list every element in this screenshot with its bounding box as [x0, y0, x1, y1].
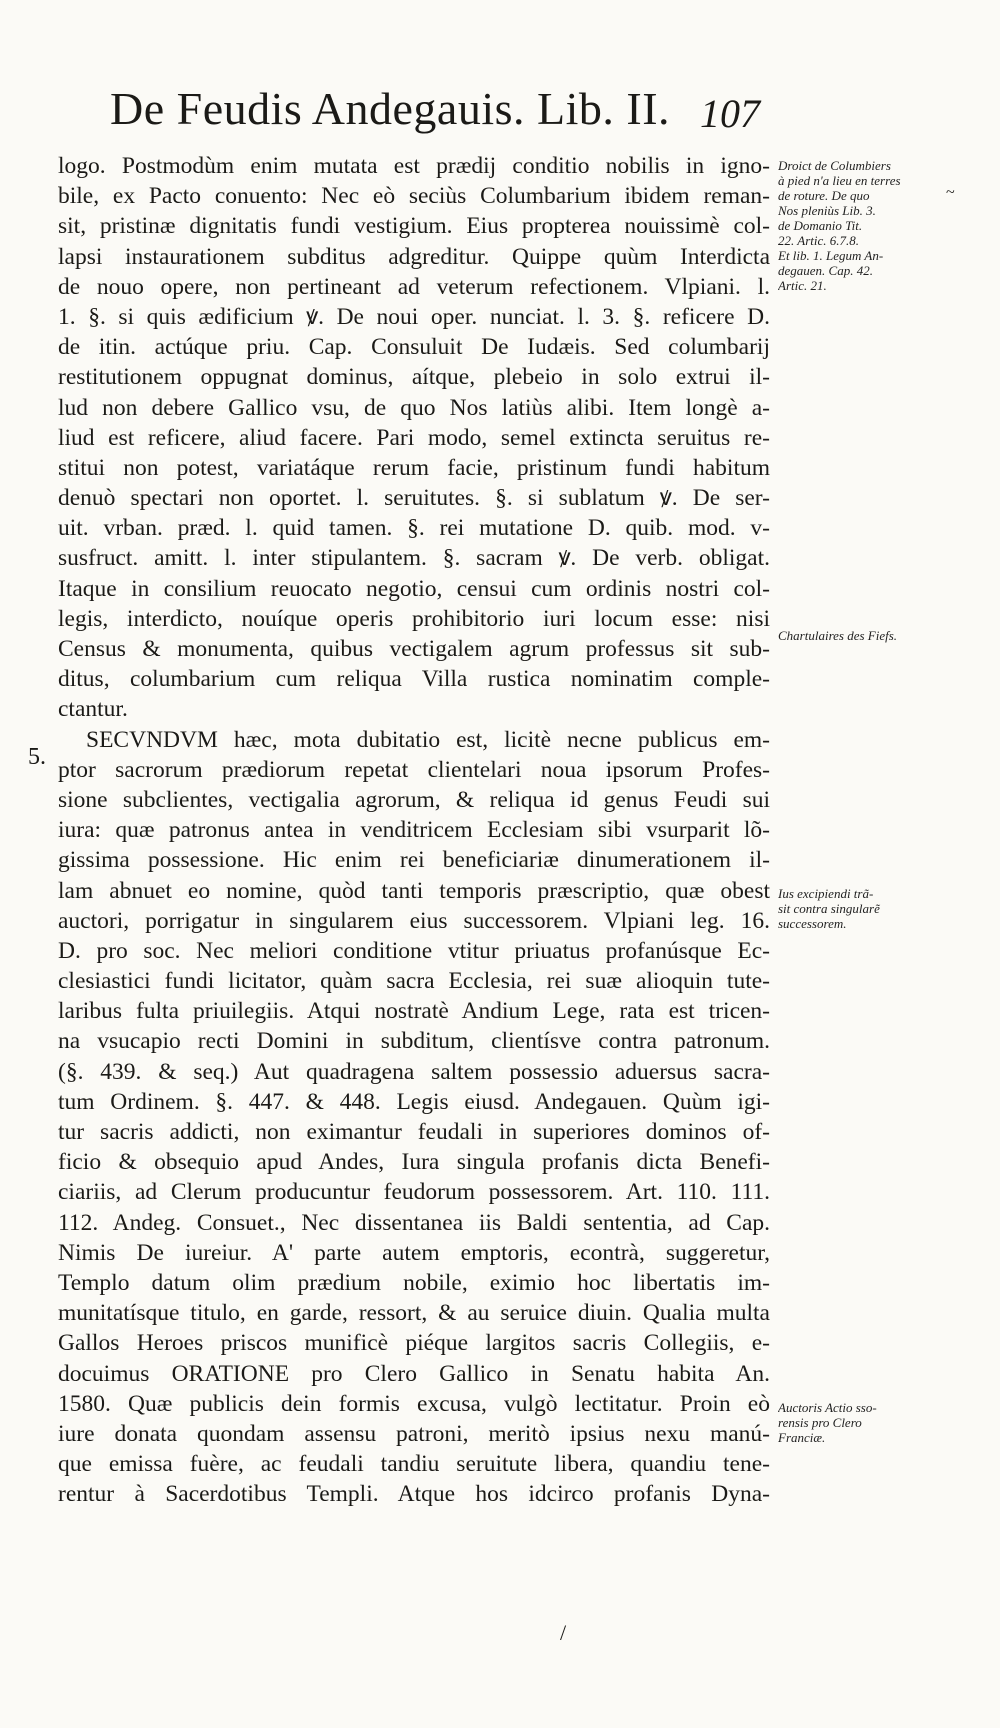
text-line: liud est reficere, aliud facere. Pari modo, semel extincta seruitus re-: [58, 424, 770, 451]
text-line: sione subclientes, vectigalia agrorum, & reliqua id genus Feudi sui: [58, 786, 770, 813]
text-line: denuò spectari non oportet. l. seruitutes. §. si sublatum ꝟ. De ser-: [58, 485, 770, 512]
text-line: 1. §. si quis ædificium ꝟ. De noui oper. nunciat. l. 3. §. reficere D.: [58, 303, 770, 330]
margin-note-chartulaires: [778, 628, 938, 643]
text-line: iura: quæ patronus antea in venditricem Ecclesiam sibi vsurparit lõ-: [58, 817, 770, 844]
text-line: 1580. Quæ publicis dein formis excusa, vulgò lectitatur. Proin eò: [58, 1390, 770, 1417]
margin-note-line: degauen. Cap. 42.: [778, 263, 873, 278]
text-line: ctantur.: [58, 696, 128, 723]
page-number: 107: [700, 91, 760, 136]
margin-note-auctoris-actio: [778, 1400, 938, 1445]
text-line: auctori, porrigatur in singularem eius successorem. Vlpiani leg. 16.: [58, 907, 770, 934]
text-line: na vsucapio recti Domini in subditum, clientísve contra patronum.: [58, 1028, 770, 1055]
text-line: de nouo opere, non pertineant ad veterum refectionem. Vlpiani. l.: [58, 273, 770, 300]
text-line: munitatísque titulo, en garde, ressort, & au seruice diuin. Qualia multa: [58, 1300, 770, 1327]
text-line: D. pro soc. Nec meliori conditione vtitur priuatus profanúsque Ec-: [58, 937, 770, 964]
text-line: stitui non potest, variatáque rerum facie, pristinum fundi habitum: [58, 454, 770, 481]
text-line: Gallos Heroes priscos munificè piéque largitos sacris Collegiis, e-: [58, 1330, 770, 1357]
margin-note-line: Auctoris Actio sso-: [778, 1400, 877, 1415]
text-line: gissima possessione. Hic enim rei beneficiariæ dinumerationem il-: [58, 847, 770, 874]
margin-note-line: Et lib. 1. Legum An-: [778, 248, 884, 263]
text-line: lapsi instaurationem subditus adgreditur. Quippe quùm Interdicta: [58, 243, 770, 270]
text-line: susfruct. amitt. l. inter stipulantem. §. sacram ꝟ. De verb. obligat.: [58, 545, 770, 572]
text-line: iure donata quondam assensu patroni, meritò ipsius nexu manú-: [58, 1420, 770, 1447]
text-line: que emissa fuère, ac feudali tandiu seruitute libera, quandiu tene-: [58, 1451, 770, 1478]
margin-note-line: successorem.: [778, 916, 847, 931]
text-line: lud non debere Gallico vsu, de quo Nos latiùs alibi. Item longè a-: [58, 394, 770, 421]
text-line: tum Ordinem. §. 447. & 448. Legis eiusd. Andegauen. Quùm igi-: [58, 1088, 770, 1115]
stray-ink-mark: ~: [946, 184, 955, 201]
margin-note-line: à pied n'a lieu en terres: [778, 173, 901, 188]
margin-note-line: rensis pro Clero: [778, 1415, 862, 1430]
margin-note-line: Ius excipiendi trã-: [778, 886, 874, 901]
text-line: docuimus ORATIONE pro Clero Gallico in Senatu habita An.: [58, 1360, 770, 1387]
margin-note-line: de roture. De quo: [778, 188, 870, 203]
text-line: bile, ex Pacto conuento: Nec eò seciùs Columbarium ibidem reman-: [58, 183, 770, 210]
margin-note-ius-excipiendi: [778, 886, 938, 931]
text-line: ptor sacrorum prædiorum repetat clientelari noua ipsorum Profes-: [58, 756, 770, 783]
margin-note-line: Chartulaires des Fiefs.: [778, 628, 898, 643]
margin-note-columbiers: [778, 158, 938, 293]
margin-note-line: Franciæ.: [778, 1430, 826, 1445]
text-line: laribus fulta priuilegiis. Atqui nostratè Andium Lege, rata est tricen-: [58, 998, 770, 1025]
text-line: ditus, columbarium cum reliqua Villa rustica nominatim comple-: [58, 666, 770, 693]
margin-note-line: de Domanio Tit.: [778, 218, 863, 233]
text-line: logo. Postmodùm enim mutata est prædij conditio nobilis in igno-: [58, 153, 770, 179]
text-line: lam abnuet eo nomine, quòd tanti temporis præscriptio, quæ obest: [58, 877, 770, 904]
text-line: tur sacris addicti, non eximantur feudali in superiores dominos of-: [58, 1119, 770, 1145]
text-line: legis, interdicto, nouíque operis prohibitorio iuri locum esse: nisi: [58, 605, 770, 632]
text-line: ficio & obsequio apud Andes, Iura singula profanis dicta Benefi-: [58, 1149, 770, 1176]
text-line: rentur à Sacerdotibus Templi. Atque hos idcirco profanis Dyna-: [58, 1481, 770, 1508]
text-line: Census & monumenta, quibus vectigalem agrum professus sit sub-: [58, 636, 770, 662]
margin-note-line: Droict de Columbiers: [778, 158, 891, 173]
section-number: 5.: [28, 744, 46, 770]
body-text: [58, 151, 770, 1509]
text-line: Nimis De iureiur. A' parte autem emptoris, econtrà, suggeretur,: [58, 1239, 770, 1266]
margin-note-line: Nos pleniùs Lib. 3.: [778, 203, 876, 218]
text-line: de itin. actúque priu. Cap. Consuluit De Iudæis. Sed columbarij: [58, 334, 770, 361]
text-line: uit. vrban. præd. l. quid tamen. §. rei mutatione D. quib. mod. v-: [58, 515, 770, 542]
text-line: clesiastici fundi licitator, quàm sacra Ecclesia, rei suæ alioquin tute-: [58, 968, 770, 995]
text-line: ciariis, ad Clerum producuntur feudorum possessorem. Art. 110. 111.: [58, 1179, 770, 1206]
stray-ink-mark: /: [560, 1620, 567, 1645]
margin-note-line: Artic. 21.: [778, 278, 827, 293]
text-line: 112. Andeg. Consuet., Nec dissentanea iis Baldi sententia, ad Cap.: [58, 1209, 770, 1236]
text-line: SECVNDVM hæc, mota dubitatio est, licitè necne publicus em-: [86, 726, 770, 753]
running-head: De Feudis Andegauis. Lib. II.: [110, 83, 671, 134]
text-line: restitutionem oppugnat dominus, aítque, plebeio in solo extrui il-: [58, 364, 770, 391]
text-line: (§. 439. & seq.) Aut quadragena saltem possessio aduersus sacra-: [58, 1058, 770, 1085]
margin-note-line: 22. Artic. 6.7.8.: [778, 233, 860, 248]
text-line: Itaque in consilium reuocato negotio, censui cum ordinis nostri col-: [58, 575, 770, 602]
margin-note-line: sit contra singularẽ: [778, 901, 880, 916]
text-line: sit, pristinæ dignitatis fundi vestigium. Eius propterea nouissimè col-: [58, 213, 770, 240]
text-line: Templo datum olim prædium nobile, eximio hoc libertatis im-: [58, 1269, 770, 1296]
